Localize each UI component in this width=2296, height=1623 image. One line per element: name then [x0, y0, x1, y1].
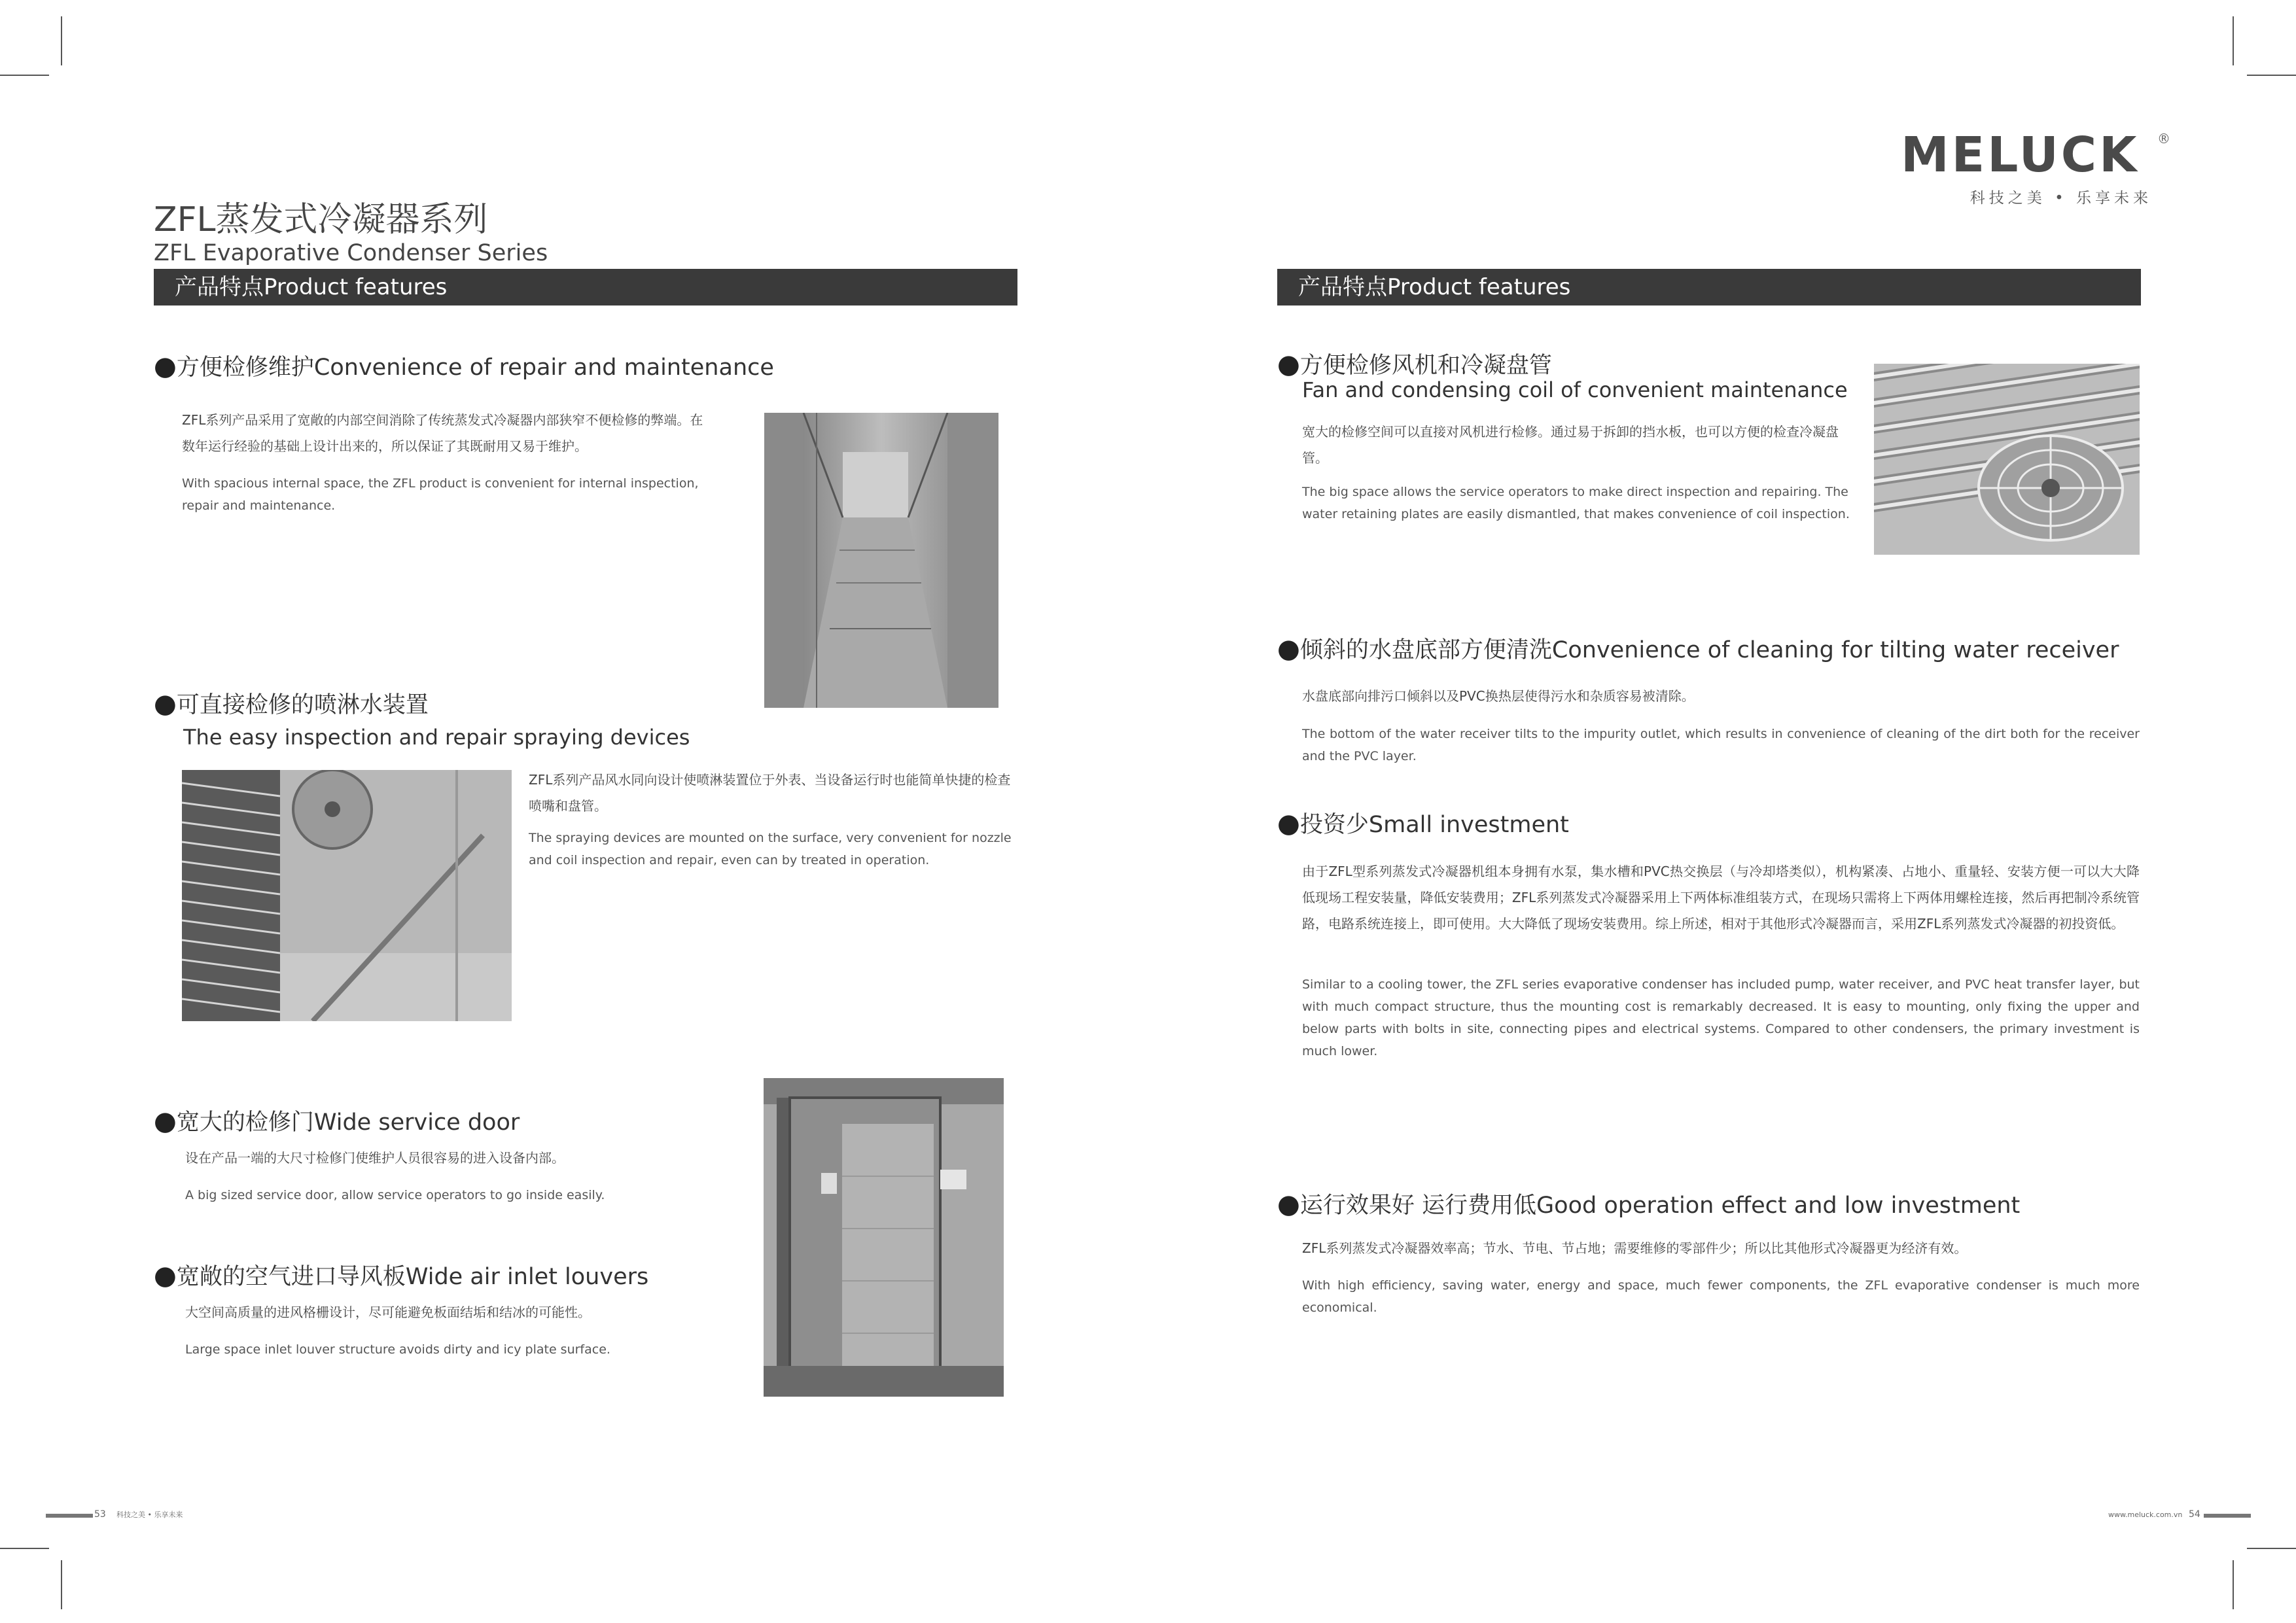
bullet-icon: ●: [1277, 1189, 1300, 1219]
louver-cn: 大空间高质量的进风格栅设计，尽可能避免板面结垢和结冰的可能性。: [185, 1304, 591, 1320]
bullet-icon: ●: [1277, 634, 1300, 664]
page-number-right: 54: [2189, 1509, 2200, 1520]
footer-url[interactable]: www.meluck.com.vn: [2108, 1510, 2183, 1519]
series-title-cn: ZFL蒸发式冷凝器系列: [154, 200, 488, 239]
louver-heading: ●宽敞的空气进口导风板Wide air inlet louvers: [154, 1261, 649, 1291]
fan-heading: ●方便检修风机和冷凝盘管: [1277, 349, 1552, 379]
effect-heading: ●运行效果好 运行费用低Good operation effect and low investment: [1277, 1189, 2021, 1219]
door-heading: ●宽大的检修门Wide service door: [154, 1106, 520, 1136]
spray-heading: ●可直接检修的喷淋水装置: [154, 689, 429, 719]
fan-coil-photo: [1874, 364, 2140, 555]
invest-cn: 由于ZFL型系列蒸发式冷凝器机组本身拥有水泵，集水槽和PVC热交换层（与冷却塔类似），机构紧凑、占地小、重量轻、安装方便一可以大大降低现场工程安装量，降低安装费用；ZFL系列蒸发式冷凝器采用上下两体标准组装方式，在现场只需将上下两体用螺栓连接，然后再把制冷系统管路，电路系统连接上，即可使用。大大降低了现场安装费用。综上所述，相对于其他形式冷凝器而言，采用ZFL系列蒸发式冷凝器的初投资低。: [1302, 864, 2140, 932]
crop-mark: [2233, 16, 2234, 65]
repair-en: With spacious internal space, the ZFL product is convenient for internal inspection, repair and maintenance.: [182, 476, 699, 513]
series-title-en: ZFL Evaporative Condenser Series: [154, 240, 548, 266]
crop-mark: [2247, 75, 2296, 76]
series-header: [154, 200, 548, 266]
registered-mark: ®: [2157, 131, 2170, 147]
spray-device-photo: [182, 770, 512, 1021]
brand-logo: [1901, 127, 2170, 207]
louver-en: Large space inlet louver structure avoids dirty and icy plate surface.: [185, 1342, 610, 1357]
bullet-icon: ●: [154, 1106, 177, 1136]
bullet-icon: ●: [154, 1261, 177, 1291]
repair-cn: ZFL系列产品采用了宽敞的内部空间消除了传统蒸发式冷凝器内部狭窄不便检修的弊端。在数年运行经验的基础上设计出来的，所以保证了其既耐用又易于维护。: [182, 412, 703, 454]
interior-corridor-photo: [764, 413, 998, 708]
fan-en: The big space allows the service operators to make direct inspection and repairing. The water retaining plates are easily dismantled, that makes convenience of coil inspection.: [1302, 485, 1850, 521]
fan-subheading: Fan and condensing coil of convenient maintenance: [1302, 377, 1848, 402]
spray-subheading: The easy inspection and repair spraying devices: [183, 725, 690, 750]
fan-cn: 宽大的检修空间可以直接对风机进行检修。通过易于拆卸的挡水板，也可以方便的检查冷凝盘管。: [1302, 424, 1839, 466]
footer-tagline-left: 科技之美 • 乐享未来: [116, 1510, 183, 1519]
crop-mark: [61, 1560, 62, 1609]
section-bar-right: 产品特点Product features: [1277, 269, 2141, 305]
tilt-cn: 水盘底部向排污口倾斜以及PVC换热层使得污水和杂质容易被清除。: [1302, 688, 1695, 704]
crop-mark: [0, 1548, 49, 1549]
crop-mark: [61, 16, 62, 65]
spray-cn: ZFL系列产品风水同向设计使喷淋装置位于外表、当设备运行时也能简单快捷的检查喷嘴和盘管。: [529, 772, 1011, 814]
door-en: A big sized service door, allow service operators to go inside easily.: [185, 1188, 605, 1202]
bullet-icon: ●: [1277, 809, 1300, 839]
service-door-photo: [764, 1078, 1004, 1397]
footer-rule-right: [2204, 1514, 2251, 1518]
bullet-icon: ●: [154, 689, 177, 719]
invest-heading: ●投资少Small investment: [1277, 809, 1569, 839]
bullet-icon: ●: [154, 351, 177, 381]
effect-en: With high efficiency, saving water, energy and space, much fewer components, the ZFL evaporative condenser is much more economical.: [1302, 1278, 2140, 1315]
invest-en: Similar to a cooling tower, the ZFL series evaporative condenser has included pump, water receiver, and PVC heat transfer layer, but with much compact structure, thus the mounting cost is remarkably decreased. It is easy to mounting, only fixing the upper and below parts with bolts in site, connecting pipes and electrical systems. Compared to other condensers, the primary investment is much lower.: [1302, 977, 2140, 1058]
tilt-en: The bottom of the water receiver tilts to the impurity outlet, which results in convenience of cleaning of the dirt both for the receiver and the PVC layer.: [1302, 727, 2140, 763]
crop-mark: [2247, 1548, 2296, 1549]
brand-name: MELUCK: [1901, 127, 2140, 183]
bullet-icon: ●: [1277, 349, 1300, 379]
crop-mark: [2233, 1560, 2234, 1609]
brand-tagline: 科技之美 • 乐享未来: [1969, 190, 2152, 207]
repair-heading: ●方便检修维护Convenience of repair and maintenance: [154, 351, 774, 381]
section-bar-left: 产品特点Product features: [154, 269, 1017, 305]
page-number-left: 53: [94, 1509, 106, 1520]
effect-cn: ZFL系列蒸发式冷凝器效率高；节水、节电、节占地；需要维修的零部件少；所以比其他形式冷凝器更为经济有效。: [1302, 1240, 1968, 1256]
door-cn: 设在产品一端的大尺寸检修门使维护人员很容易的进入设备内部。: [185, 1150, 565, 1166]
tilt-heading: ●倾斜的水盘底部方便清洗Convenience of cleaning for tilting water receiver: [1277, 634, 2119, 664]
spray-en: The spraying devices are mounted on the surface, very convenient for nozzle and coil inspection and repair, even can by treated in operation.: [529, 831, 1012, 867]
footer-rule-left: [46, 1514, 93, 1518]
crop-mark: [0, 75, 49, 76]
